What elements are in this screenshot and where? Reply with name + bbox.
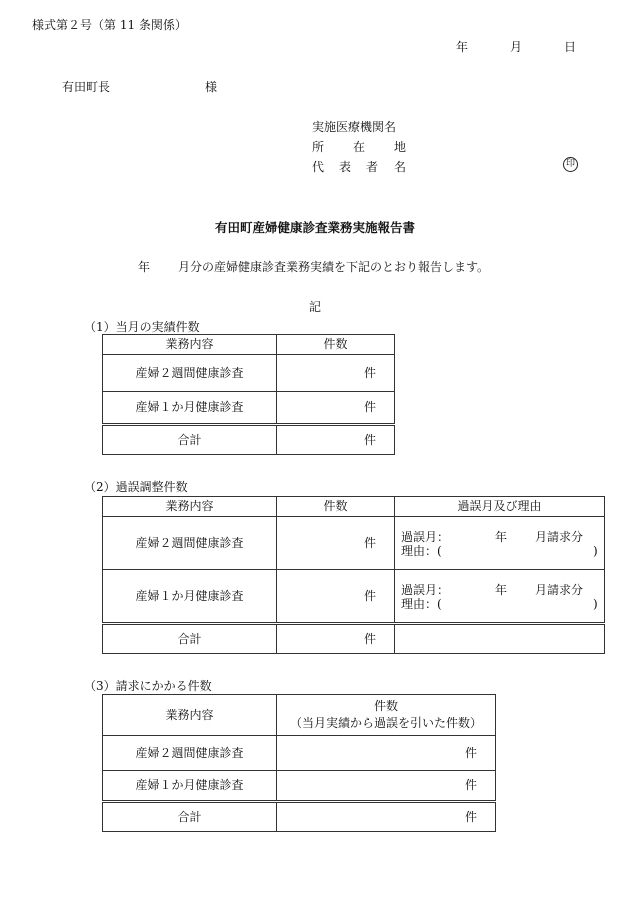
rep-label-2: 表 <box>339 160 352 174</box>
document-title: 有田町産婦健康診査業務実施報告書 <box>214 220 415 235</box>
intro-text: 月分の産婦健康診査業務実績を下記のとおり報告します。 <box>178 260 490 274</box>
s3-header-task: 業務内容 <box>103 695 277 736</box>
s1-row1-task: 産婦２週間健康診査 <box>103 355 277 392</box>
s1-row1-count: 件 <box>277 355 395 392</box>
s1-total-label: 合計 <box>103 425 277 455</box>
s2-row1-billing: 月請求分 <box>535 530 584 544</box>
institution-name-label: 実施医療機関名 <box>312 120 397 134</box>
section3-table <box>102 694 496 832</box>
s2-row2-close: ) <box>593 597 598 611</box>
rep-label-1: 代 <box>312 160 325 174</box>
s3-header-count-line1: 件数 <box>373 699 398 713</box>
section1-table <box>102 334 395 455</box>
s2-row2-month-label: 過誤月： <box>401 583 450 597</box>
addressee-honorific: 様 <box>205 80 218 94</box>
address-label-3: 地 <box>394 140 407 154</box>
s1-total-count: 件 <box>277 425 395 455</box>
s1-row2-task: 産婦１か月健康診査 <box>103 392 277 425</box>
section2-table <box>102 496 605 654</box>
section1-heading: （1）当月の実績件数 <box>84 320 200 334</box>
date-day: 日 <box>564 40 577 54</box>
s2-row2-year: 年 <box>495 583 508 597</box>
s3-row1-task: 産婦２週間健康診査 <box>103 736 277 771</box>
s2-row1-month-label: 過誤月： <box>401 530 450 544</box>
s2-row2-count: 件 <box>277 570 395 624</box>
s2-row2-task: 産婦１か月健康診査 <box>103 570 277 624</box>
s3-row2-task: 産婦１か月健康診査 <box>103 771 277 802</box>
section3-heading: （3）請求にかかる件数 <box>84 679 212 693</box>
s2-total-label: 合計 <box>103 624 277 654</box>
s2-total-count: 件 <box>277 624 395 654</box>
address-label-1: 所 <box>312 140 325 154</box>
s3-header-count <box>277 695 496 736</box>
addressee-name: 有田町長 <box>62 80 111 94</box>
s2-row1-close: ) <box>593 544 598 558</box>
s2-row2-reason-label: 理由：( <box>401 597 442 611</box>
s2-row1-reason-label: 理由：( <box>401 544 442 558</box>
address-label-2: 在 <box>353 140 366 154</box>
s3-row2-count: 件 <box>277 771 496 802</box>
s2-row1-reason <box>395 517 605 570</box>
intro-year: 年 <box>138 260 151 274</box>
date-month: 月 <box>510 40 523 54</box>
s1-header-task: 業務内容 <box>103 335 277 355</box>
s2-row1-year: 年 <box>495 530 508 544</box>
rep-label-4: 名 <box>394 160 407 174</box>
s3-header-count-line2: （当月実績から過誤を引いた件数） <box>289 716 482 730</box>
s2-row2-billing: 月請求分 <box>535 583 584 597</box>
s3-total-count: 件 <box>277 802 496 832</box>
ki-label: 記 <box>309 300 322 314</box>
seal-icon: 印 <box>563 157 578 172</box>
s2-row1-count: 件 <box>277 517 395 570</box>
s2-header-task: 業務内容 <box>103 497 277 517</box>
section2-heading: （2）過誤調整件数 <box>84 480 188 494</box>
s2-header-count: 件数 <box>277 497 395 517</box>
form-number: 様式第２号（第 11 条関係） <box>32 18 187 32</box>
s3-row1-count: 件 <box>277 736 496 771</box>
s2-header-reason: 過誤月及び理由 <box>395 497 605 517</box>
s1-row2-count: 件 <box>277 392 395 425</box>
s2-total-reason <box>395 624 605 654</box>
s2-row1-task: 産婦２週間健康診査 <box>103 517 277 570</box>
s1-header-count: 件数 <box>277 335 395 355</box>
s3-total-label: 合計 <box>103 802 277 832</box>
rep-label-3: 者 <box>366 160 379 174</box>
date-year: 年 <box>456 40 469 54</box>
s2-row2-reason <box>395 570 605 624</box>
